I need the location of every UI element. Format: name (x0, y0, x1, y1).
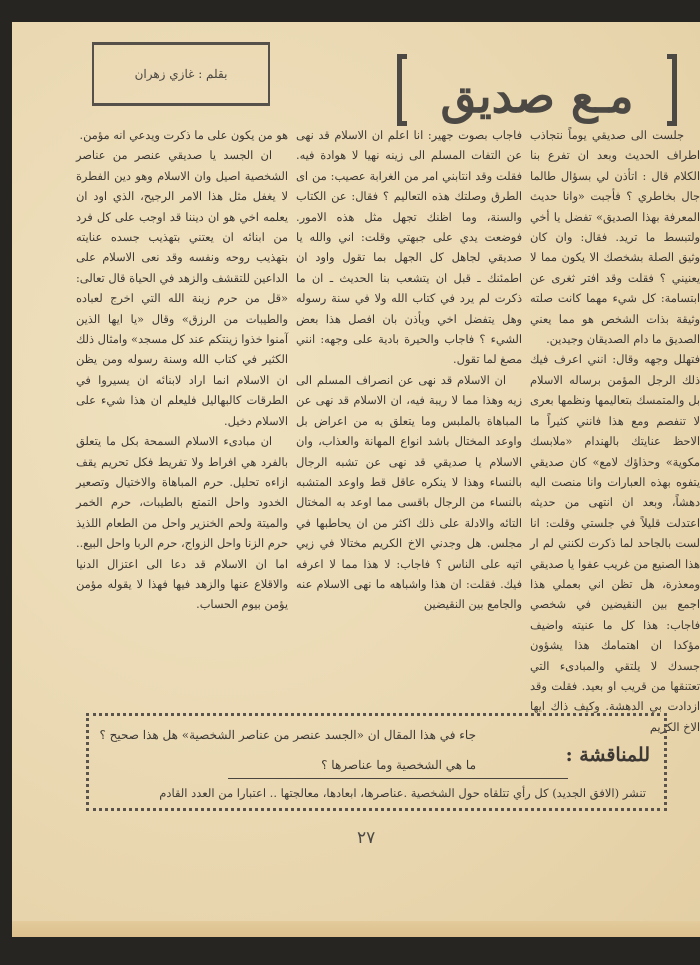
article-title (397, 54, 677, 130)
byline-box (92, 42, 270, 106)
discussion-box (86, 713, 667, 811)
paragraph: جلست الى صديقي يوماً نتجاذب اطراف الحديث وبعد ان تفرع بنا الكلام قال : اتأذن لي بسؤال طالما جال بخاطري ؟ فأجبت «وانا حديث المعرفة بهذا الصديق» تفضل يا أخي ولتبسط ما تريد. فقال: وان كان وثيق الصلة بشخصك الا يكون مما لا يعنيني ؟ فقلت وقد افتر ثغرى عن ابتسامة: كل شيء مهما كانت صلته وثيقة بذات الشخص هو مما يعني الصديق ما دام الصديقان وجيدين. (530, 129, 700, 347)
column-middle (296, 126, 522, 616)
magazine-page (12, 22, 700, 937)
discussion-question-2: ما هي الشخصية وما عناصرها ؟ (321, 758, 476, 772)
paragraph: فتهلل وجهه وقال: انني اعرف فيك ذلك الرجل المؤمن برساله الاسلام بل والمتمسك بتعاليمها ونظمها بعرى لا تنفصم ومع هذا فانني كثيراً ما الاحظ عنايتك بالهندام «ملابسك مكوية» وحذاؤك لامع» كان صديقي يتفوه بهذه العبارات وانا منصت اليه دهشاً، وبعد ان انتهى من حديثه اعتدلت قليلاً في جلستي وقلت: انا لست بالجاحد لما ذكرت لكنني لم ار هذا الصنيع من غريب عفوا يا صديقي ومعذرة، هل تظن اني بعملي هذا اجمع بين النقيضين في شخصي فاجاب: هذا كل ما عنيته واضيف مؤكدا ان اهتمامك هذا يشؤون جسدك لا يلتقي والمبادىء التي تعتنقها من قريب او بعيد. فقلت وقد ازدادت بي الدهشة. وكيف ذاك ايها الاخ الكريم (530, 353, 700, 734)
byline: بقلم : غازي زهران (134, 67, 228, 81)
discussion-label: للمناقشة : (565, 744, 650, 766)
page-number: ٢٧ (357, 828, 376, 848)
paragraph: ان الجسد يا صديقي عنصر من عناصر الشخصية اصيل وان الاسلام وهو دين الفطرة لا يغفل مثل هذا الامر الرجيح، الذي اود ان يعلمه اخي هو ان ديننا قد اوجب على كل فرد من ابنائه ان يعتني بتهذيب جسده عنايته بتهذيب روحه ونفسه وقد نعى الاسلام على الداعين للتقشف والزهد في الحياة قال تعالى: «قل من حرم زينة الله التي اخرج لعباده والطيبات من الرزق» وقال «يا ايها الذين آمنوا خذوا زينتكم عند كل مسجد» وامثال ذلك الكثير في كتاب الله وسنة رسوله ومن يظن ان الاسلام انما اراد لابنائه ان يسيروا في الطرقات كالبهاليل فليعلم ان هذا شيء على الاسلام دخيل. (76, 149, 288, 428)
bracket-right-icon (667, 54, 677, 126)
title-text: مـع صديق (440, 69, 634, 123)
bracket-left-icon (397, 54, 407, 126)
paragraph: هو من يكون على ما ذكرت ويدعي انه مؤمن. (79, 129, 288, 142)
column-left (76, 126, 288, 616)
paragraph: فاجاب بصوت جهير: انا اعلم ان الاسلام قد نهى عن التفات المسلم الى زينه نهيا لا هوادة فيه. فقلت وقد انتابني امر من الغرابة عصيب: من اى الطرق وصلتك هذه التعاليم ؟ فقال: عن الكتاب والسنة، وما اظنك تجهل مثل هذه الامور. فوضعت يدي على جبهتي وقلت: اني والله يا صديقي لجاهل كل الجهل بما تقول واود ان اطمئنك ـ قبل ان يتشعب بنا الحديث ـ ان ما ذكرت لم يرد في كتاب الله ولا في سنة رسوله وهل يتفضل اخي ويأذن بان افصل هذا بعض الشيء ؟ فاجاب والحيرة بادية على وجهه: انني مصغ لما تقول. (296, 129, 522, 367)
discussion-question-1: جاء في هذا المقال ان «الجسد عنصر من عناصر الشخصية» هل هذا صحيح ؟ (99, 728, 476, 742)
divider (228, 778, 568, 779)
paragraph: ان الاسلام قد نهى عن انصراف المسلم الى زيه وهذا مما لا ريبة فيه، ان الاسلام قد نهى عن المباهاة بالملبس وما يتعلق به من اعراض بل واوعد المختال باشد انواع المهانة والعذاب، وان الاسلام يا صديقي قد نهى عن تشبه الرجال بالنساء وهذا لا ينكره عاقل قط واوعد المتشبه بالنساء من الرجال باقسى مما اوعد به المختال التائه والادلة على ذلك اكثر من ان يحاطبها في مجلس. هل وجدني الاخ الكريم مختالا في زيي اتيه على الناس ؟ فاجاب: لا هذا مما لا اعرفه فيك. فقلت: ان هذا واشباهه ما نهى الاسلام عنه والجامع بين النقيضين (296, 373, 522, 612)
paragraph: ان مبادىء الاسلام السمحة بكل ما يتعلق بالفرد هي افراط ولا تفريط فكل تحريم يقف ازاءه تحليل. حرم المباهاة والاختيال وتصعير الخدود واحل التمتع بالطيبات، حرم الخمر والميتة ولحم الخنزير واحل من الطعام اللذيذ حرم الزنا واحل الزواج، حرم الربا واحل البيع.. اما ان الاسلام قد دعا الى اعتزال الدنيا والاقلاع عنها والزهد فيها فهذا لا يقوله مؤمن يؤمن بيوم الحساب. (76, 435, 288, 612)
column-right (530, 126, 700, 738)
paper-edge (12, 921, 700, 937)
discussion-note: تنشر (الافق الجديد) كل رأي تتلقاه حول الشخصية .عناصرها، ابعادها، معالجتها .. اعتبارا من العدد القادم (159, 786, 646, 800)
